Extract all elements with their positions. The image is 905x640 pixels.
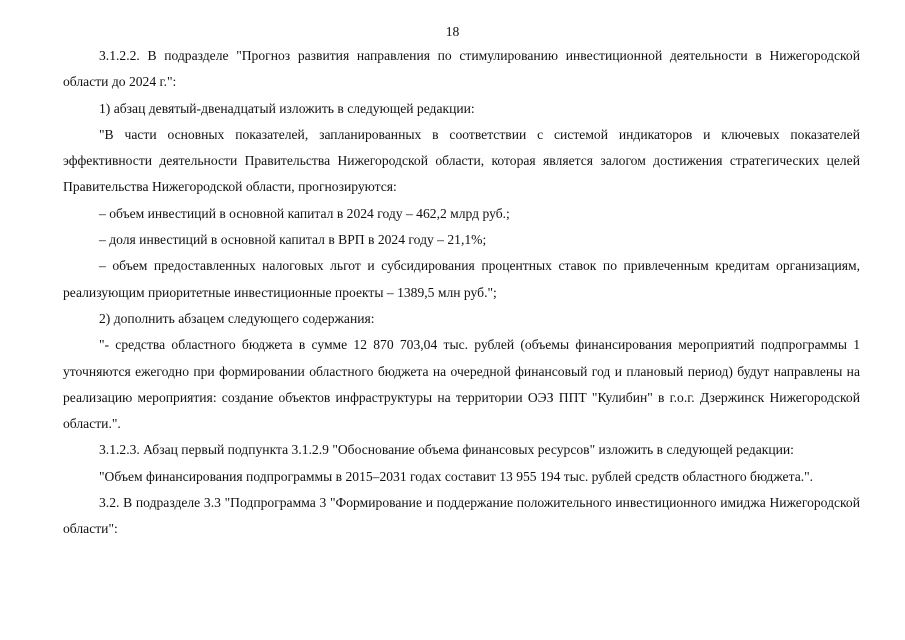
document-body xyxy=(63,43,860,543)
paragraph-regional-budget: "- средства областного бюджета в сумме 12 870 703,04 тыс. рублей (объемы финансирования мероприятий подпрограммы 1 уточняются ежегодно при формировании областного бюджета на очередной финансовый год и плановый период) будут направлены на реализацию мероприятия: создание объектов инфраструктуры на территории ОЭЗ ППТ "Кулибин" в г.о.г. Дзержинск Нижегородской области.". xyxy=(63,337,860,432)
paragraph-3-2: 3.2. В подразделе 3.3 "Подпрограмма 3 "Формирование и поддержание положительного инвестиционного имиджа Нижегородской области": xyxy=(63,495,860,537)
paragraph-investment-volume: – объем инвестиций в основной капитал в 2024 году – 462,2 млрд руб.; xyxy=(99,205,510,221)
paragraph-investment-share: – доля инвестиций в основной капитал в ВРП в 2024 году – 21,1%; xyxy=(99,232,487,248)
paragraph-3-1-2-3: 3.1.2.3. Абзац первый подпункта 3.1.2.9 "Обоснование объема финансовых ресурсов" изложить в следующей редакции: xyxy=(99,442,794,458)
paragraph-funding-volume: "Объем финансирования подпрограммы в 2015–2031 годах составит 13 955 194 тыс. рублей средств областного бюджета.". xyxy=(99,468,814,484)
paragraph-item-2: 2) дополнить абзацем следующего содержания: xyxy=(99,310,375,326)
paragraph-item-1: 1) абзац девятый-двенадцатый изложить в следующей редакции: xyxy=(99,100,475,116)
paragraph-3-1-2-2: 3.1.2.2. В подразделе "Прогноз развития направления по стимулированию инвестиционной деятельности в Нижегородской области до 2024 г.": xyxy=(63,48,860,90)
paragraph-tax-benefits: – объем предоставленных налоговых льгот и субсидирования процентных ставок по привлеченным кредитам организациям, реализующим приоритетные инвестиционные проекты – 1389,5 млн руб."; xyxy=(63,258,860,300)
paragraph-quote-indicators: "В части основных показателей, запланированных в соответствии с системой индикаторов и ключевых показателей эффективности деятельности Правительства Нижегородской области, которая является залогом достижения стратегических целей Правительства Нижегородской области, прогнозируются: xyxy=(63,126,860,195)
page-number: 18 xyxy=(445,24,460,39)
